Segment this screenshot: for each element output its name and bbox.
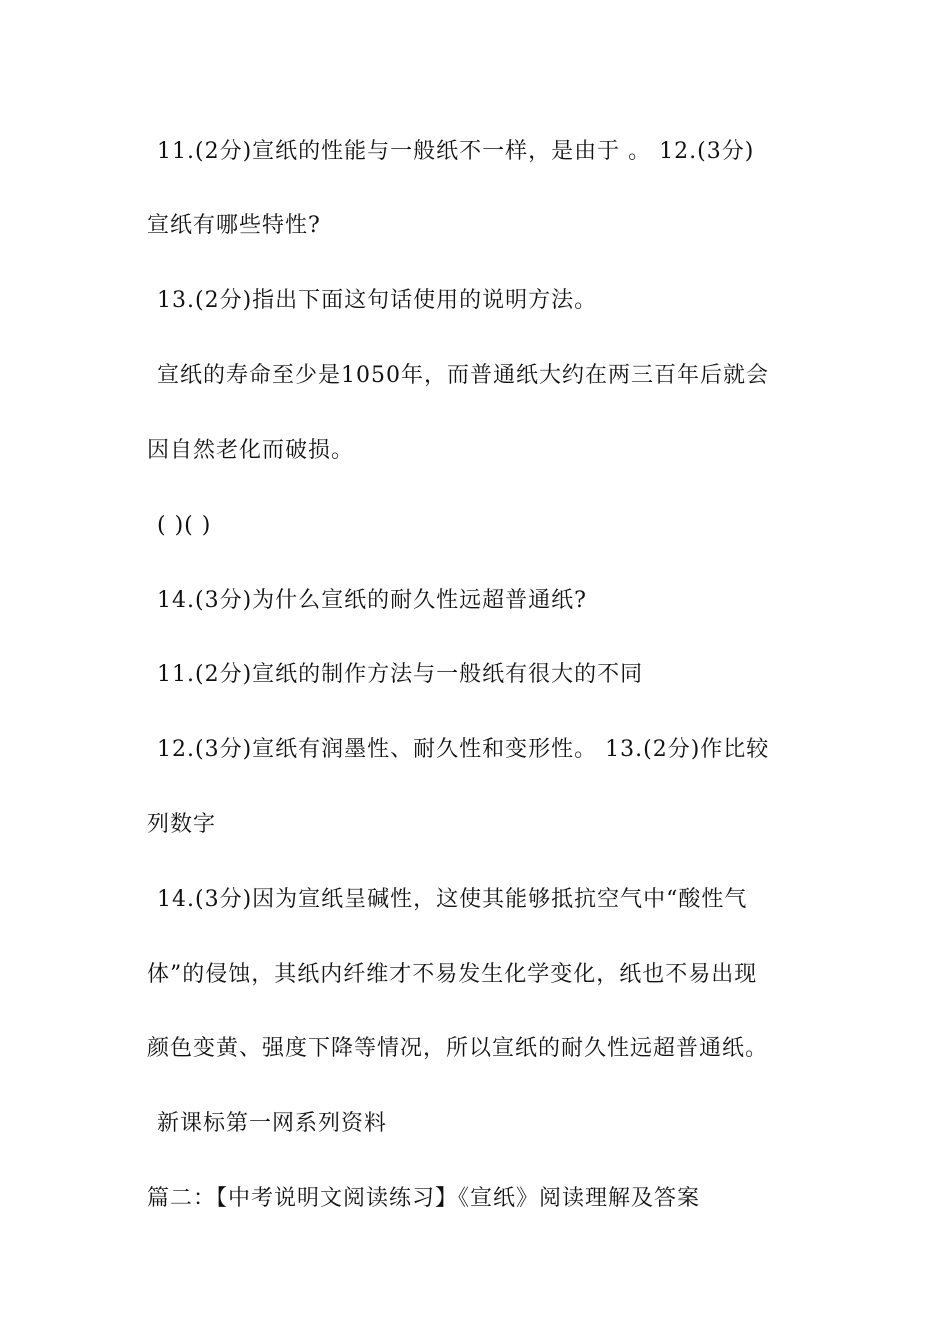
answer-12-13-line: 12.(3分)宣纸有润墨性、耐久性和变形性。 13.(2分)作比较	[157, 737, 770, 762]
answer-14-line-3: 颜色变黄、强度下降等情况，所以宣纸的耐久性远超普通纸。	[147, 1036, 769, 1061]
answer-11-line: 11.(2分)宣纸的制作方法与一般纸有很大的不同	[157, 662, 644, 687]
question-11-line: 11.(2分)宣纸的性能与一般纸不一样，是由于 。 12.(3分)	[157, 139, 755, 164]
answer-14-line-2: 体”的侵蚀，其纸内纤维才不易发生化学变化，纸也不易出现	[147, 962, 758, 987]
quoted-sentence-line-2: 因自然老化而破损。	[147, 438, 355, 463]
answer-blanks: ( )( )	[157, 513, 212, 538]
question-13-line: 13.(2分)指出下面这句话使用的说明方法。	[157, 288, 598, 313]
question-14-line: 14.(3分)为什么宣纸的耐久性远超普通纸?	[157, 588, 587, 613]
section-heading: 篇二：【中考说明文阅读练习】《宣纸》阅读理解及答案	[147, 1186, 701, 1211]
answer-14-line-1: 14.(3分)因为宣纸呈碱性，这使其能够抵抗空气中“酸性气	[157, 887, 748, 912]
question-12-continuation: 宣纸有哪些特性?	[147, 213, 321, 238]
answer-13-continuation: 列数字	[147, 812, 217, 837]
quoted-sentence-line-1: 宣纸的寿命至少是1050年，而普通纸大约在两三百年后就会	[157, 363, 769, 388]
source-note: 新课标第一网系列资料	[157, 1111, 388, 1136]
